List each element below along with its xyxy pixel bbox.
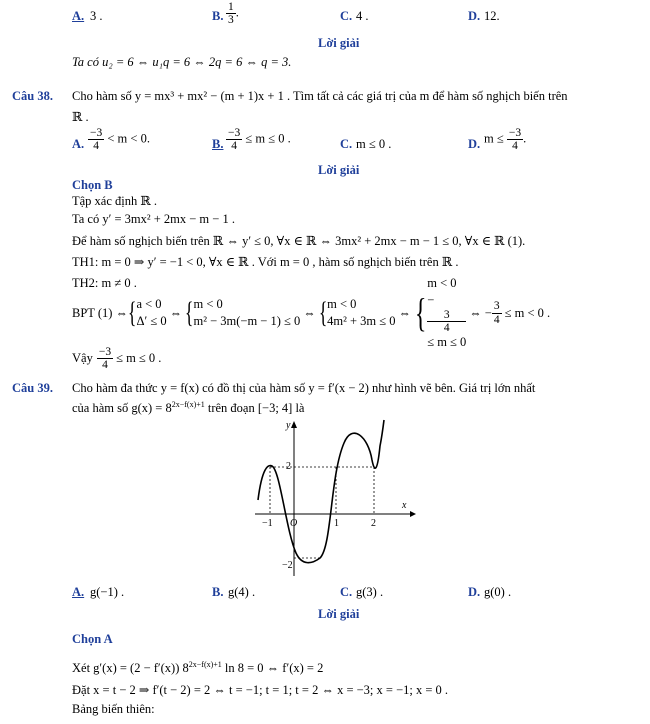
q37-option-b-label: B. [212, 9, 224, 23]
q37-option-b-value: $\frac{1}{3}$ . [228, 1, 239, 27]
q37-solution-heading: Lời giải [318, 36, 360, 50]
q37-option-a-label: A. [72, 9, 85, 23]
q38-choice: Chọn B [72, 178, 113, 192]
q39-option-d-text: g(0) . [484, 585, 512, 599]
x-axis-label: x [402, 500, 407, 511]
q38-option-d-value: m ≤ $\frac{-3}{4}$ . [484, 127, 527, 153]
q38-solution-heading: Lời giải [318, 163, 360, 177]
q39-option-b-label: B. [212, 585, 224, 599]
q38-stem-line2: ℝ . [72, 110, 89, 124]
tick-x-neg1: −1 [262, 518, 273, 529]
q39-option-a-label: A. [72, 585, 85, 599]
q38-option-b-value: $\frac{-3}{4}$ ≤ m ≤ 0 . [228, 127, 291, 153]
q38-conclusion: Vậy $\frac{-3}{4}$ ≤ m ≤ 0 . [72, 346, 162, 372]
q39-option-a-text: g(−1) . [90, 585, 125, 599]
q37-option-a-text: 3 . [90, 9, 103, 23]
q39-solution-heading: Lời giải [318, 607, 360, 621]
y-axis-arrow [291, 421, 297, 428]
curve-f-prime [258, 420, 384, 563]
q37-option-c-label: C. [340, 9, 353, 23]
q39-option-c-label: C. [340, 585, 353, 599]
q38-option-c-text: m ≤ 0 . [356, 137, 392, 151]
q38-number: Câu 38. [12, 89, 53, 103]
q38-bpt-chain: BPT (1) ⇔ { a < 0 Δ′ ≤ 0 ⇔ { m < 0 m² − 3m(−m − 1) ≤ 0 ⇔ { m < 0 4m² + 3m ≤ 0 ⇔ { m < 0 − 3 4 ≤ m ≤ 0 ⇔ − $\frac{3}{4}$ ≤ m < 0 . [72, 276, 551, 349]
q38-stem-line1: Cho hàm số y = mx³ + mx² − (m + 1)x + 1 . Tìm tất cả các giá trị của m để hàm số nghịch biến trên [72, 89, 568, 103]
q38-sol-line1: Tập xác định ℝ . [72, 194, 158, 208]
q39-stem-line1: Cho hàm đa thức y = f(x) có đồ thị của hàm số y = f′(x − 2) như hình vẽ bên. Giá trị lớn nhất [72, 381, 536, 395]
origin-label: O [290, 518, 298, 529]
q37-option-d-label: D. [468, 9, 481, 23]
tick-x-2: 2 [371, 518, 376, 529]
q39-stem-line2: của hàm số $g(x) = 8^{2x-f(x)+1}$ trên đoạn [−3; 4] là [72, 400, 305, 416]
q38-option-c-label: C. [340, 137, 353, 151]
q38-option-b-label: B. [212, 137, 224, 151]
y-axis-label: y [286, 420, 291, 431]
q39-option-d-label: D. [468, 585, 481, 599]
q37-option-d-text: 12. [484, 9, 500, 23]
q39-sol-line1: Xét g′(x) = (2 − f′(x)) $8^{2x-f(x)+1}$ ln 8 = 0 ⇔ f′(x) = 2 [72, 660, 324, 676]
q38-sol-line2: Ta có y′ = 3mx² + 2mx − m − 1 . [72, 212, 235, 226]
q38-sol-line4: TH1: m = 0 ⇒ y′ = −1 < 0, ∀x ∈ ℝ . Với m = 0 , hàm số nghịch biến trên ℝ . [72, 255, 459, 269]
q39-sol-line3: Bảng biến thiên: [72, 702, 155, 716]
q38-sol-line3: Để hàm số nghịch biến trên ℝ ⇔ y′ ≤ 0, ∀x ∈ ℝ ⇔ 3mx² + 2mx − m − 1 ≤ 0, ∀x ∈ ℝ (1). [72, 234, 526, 248]
q38-option-a-value: $\frac{-3}{4}$ < m < 0. [90, 127, 150, 153]
q37-option-c-text: 4 . [356, 9, 369, 23]
q39-option-c-text: g(3) . [356, 585, 384, 599]
tick-y-2: 2 [286, 461, 291, 472]
q39-number: Câu 39. [12, 381, 53, 395]
q38-sol-line5: TH2: m ≠ 0 . [72, 276, 137, 290]
q38-option-a-label: A. [72, 137, 85, 151]
q39-option-b-text: g(4) . [228, 585, 256, 599]
q39-choice: Chọn A [72, 632, 113, 646]
q39-sol-line2: Đặt x = t − 2 ⇒ f′(t − 2) = 2 ⇔ t = −1; t = 1; t = 2 ⇔ x = −3; x = −1; x = 0 . [72, 683, 449, 697]
q38-option-d-label: D. [468, 137, 481, 151]
tick-y-neg2: −2 [282, 560, 293, 571]
tick-x-1: 1 [334, 518, 339, 529]
q37-solution-text: Ta có u₂ = 6 ⇔ u₁q = 6 ⇔ 2q = 6 ⇔ q = 3. [72, 55, 292, 69]
derivative-graph [250, 418, 420, 580]
x-axis-arrow [410, 511, 416, 517]
